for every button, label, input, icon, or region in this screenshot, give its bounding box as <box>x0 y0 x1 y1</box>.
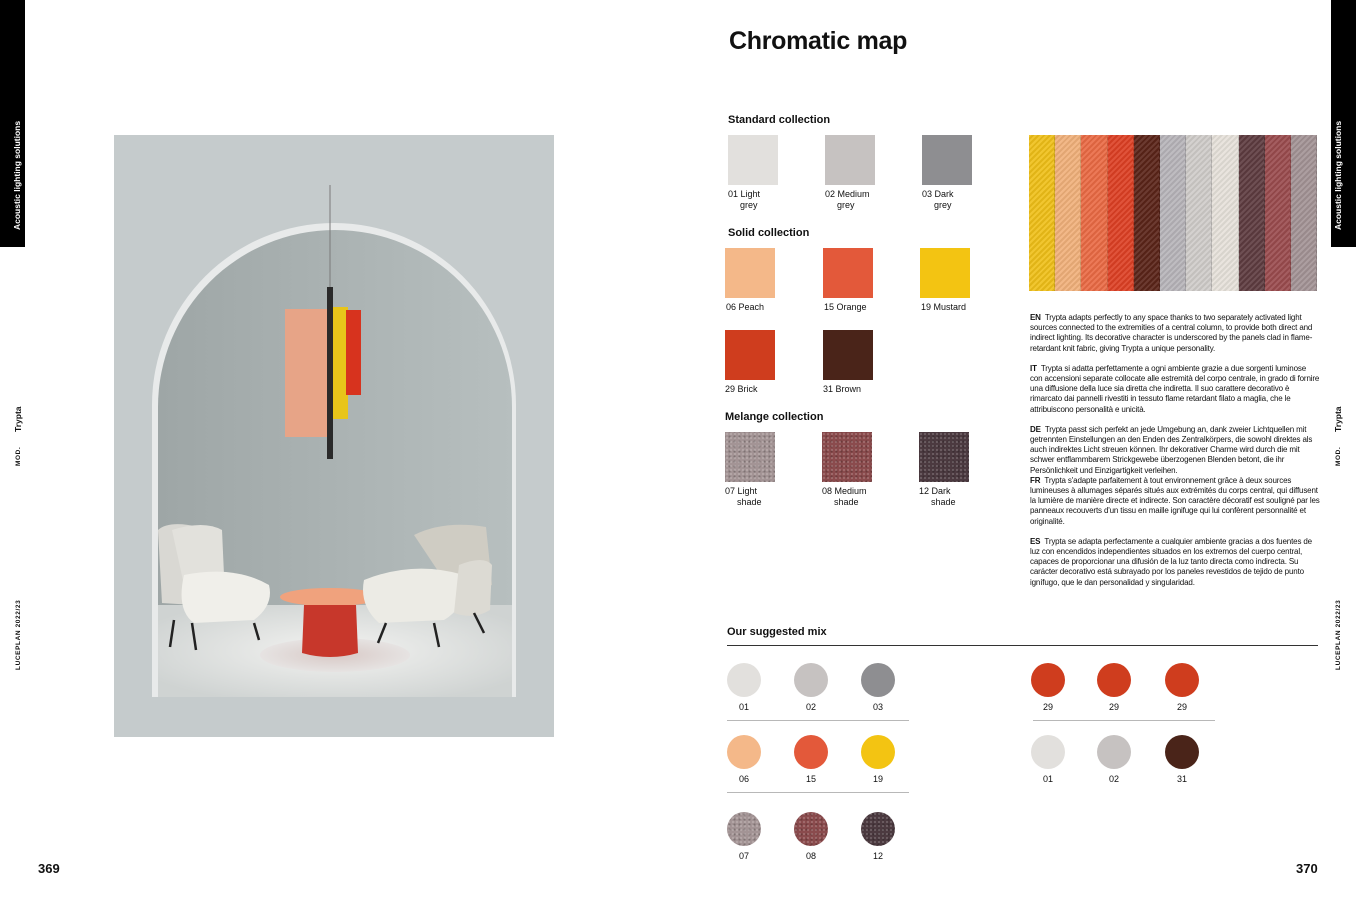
swatch-12-dark-shade <box>919 432 969 482</box>
swatch-label: 19 Mustard <box>921 302 967 312</box>
melange-collection-title: Melange collection <box>725 411 824 423</box>
fabric-strip <box>1055 135 1081 291</box>
product-photo <box>114 135 554 737</box>
swatch-06-peach <box>725 248 775 298</box>
swatch-label: 15 Orange <box>824 302 867 312</box>
description-texts <box>1030 313 1320 598</box>
mix-color-dot <box>727 735 761 769</box>
swatch-19-mustard <box>920 248 970 298</box>
mix-color-label: 15 <box>805 774 816 784</box>
fabric-strip <box>1265 135 1291 291</box>
mix-color-label: 31 <box>1176 774 1187 784</box>
mix-group-divider <box>727 720 909 721</box>
mix-color-dot <box>1165 735 1199 769</box>
mix-color-label: 02 <box>805 702 816 712</box>
mix-color-dot <box>861 735 895 769</box>
fabric-strip <box>1029 135 1055 291</box>
mix-color-label: 12 <box>872 851 883 861</box>
fabric-strip <box>1291 135 1317 291</box>
swatch-label: 03 Dark grey <box>922 189 954 210</box>
mix-color-label: 01 <box>738 702 749 712</box>
standard-collection-title: Standard collection <box>728 114 831 126</box>
mix-group-divider <box>727 792 909 793</box>
fabric-strip <box>1212 135 1238 291</box>
swatch-01-light-grey <box>728 135 778 185</box>
mix-color-dot <box>1165 663 1199 697</box>
mix-color-dot <box>1031 735 1065 769</box>
text-en: EN Trypta adapts perfectly to any space thanks to two separately activated light sources connected to the extremities of a central column, to provide both direct and indirect lighting. Its decorative character is underscored by the panels clad in flame-retardant knit fabric, giving Trypta a unique personality. <box>1030 313 1313 353</box>
solid-collection-title: Solid collection <box>728 227 810 239</box>
right-product-name: Trypta <box>1333 406 1343 432</box>
left-mod-label: MOD. <box>15 446 22 466</box>
fabric-strip <box>1186 135 1212 291</box>
right-mod-label: MOD. <box>1335 446 1342 466</box>
mix-color-label: 08 <box>805 851 816 861</box>
mix-color-dot <box>794 812 828 846</box>
mix-color-dot <box>1031 663 1065 697</box>
swatch-15-orange <box>823 248 873 298</box>
swatch-03-dark-grey <box>922 135 972 185</box>
swatch-label: 31 Brown <box>823 384 862 394</box>
fabric-strip <box>1134 135 1160 291</box>
mix-color-label: 02 <box>1108 774 1119 784</box>
mix-color-dot <box>727 812 761 846</box>
mix-color-dot <box>861 663 895 697</box>
text-it: IT Trypta si adatta perfettamente a ogni ambiente grazie a due sorgenti luminose con accensioni separate collocate alle estremità del corpo centrale, in grado di fornire una diffusione della luce sia diretta che indiretta. Il suo carattere decorativo è rimarcato dai pannelli rivestiti in tessuto flame retardant filato a maglia, che le attribuiscono personalità e unicità. <box>1030 363 1320 414</box>
swatch-29-brick <box>725 330 775 380</box>
suggested-mix-divider <box>727 645 1318 646</box>
mix-color-dot <box>1097 735 1131 769</box>
mix-group-divider <box>1033 720 1215 721</box>
swatch-label: 08 Medium shade <box>822 486 867 507</box>
left-catalog-label: LUCEPLAN 2022/23 <box>15 599 22 670</box>
mix-color-label: 19 <box>872 774 883 784</box>
mix-color-dot <box>727 663 761 697</box>
fabric-samples-photo <box>1029 135 1317 291</box>
left-side-tab-label: Acoustic lighting solutions <box>12 120 22 230</box>
text-de: DE Trypta passt sich perfekt an jede Umgebung an, dank zweier Lichtquellen mit getrennten Einstellungen an den Enden des Zentralkörpers, die sowohl direktes als auch indirektes Licht streuen können. Ihr dekorativer Charme wird durch die mit schwer entflammbarem Strickgewebe überzogenen Blenden betont, die ihr Persönlichkeit und Einzigartigkeit verleihen. <box>1030 424 1313 475</box>
swatch-label: 06 Peach <box>726 302 765 312</box>
fabric-strip <box>1108 135 1134 291</box>
mix-color-label: 01 <box>1042 774 1053 784</box>
swatch-label: 12 Dark shade <box>919 486 956 507</box>
mix-color-dot <box>794 663 828 697</box>
swatch-label: 01 Light grey <box>728 189 761 210</box>
mix-color-dot <box>861 812 895 846</box>
swatch-label: 29 Brick <box>725 384 758 394</box>
mix-color-label: 03 <box>872 702 883 712</box>
mix-color-dot <box>794 735 828 769</box>
right-page-number: 370 <box>1296 861 1318 876</box>
swatch-label: 02 Medium grey <box>825 189 870 210</box>
page-title: Chromatic map <box>729 27 908 55</box>
left-product-name: Trypta <box>13 406 23 432</box>
text-es: ES Trypta se adapta perfectamente a cualquier ambiente gracias a dos fuentes de luz con encendidos independientes situados en los extremos del cuerpo central, capaces de proporcionar una difusión de la luz tanto directa como indirecta. Su carácter decorativo está subrayado por los paneles revestidos de tejido de punto ignífugo, que le dan personalidad y singularidad. <box>1030 536 1312 587</box>
mix-color-dot <box>1097 663 1131 697</box>
swatch-08-medium-shade <box>822 432 872 482</box>
mix-color-label: 29 <box>1042 702 1053 712</box>
swatch-31-brown <box>823 330 873 380</box>
fabric-strip <box>1239 135 1265 291</box>
swatch-07-light-shade <box>725 432 775 482</box>
mix-color-label: 29 <box>1176 702 1187 712</box>
swatch-label: 07 Light shade <box>725 486 762 507</box>
mix-color-label: 06 <box>738 774 749 784</box>
right-catalog-label: LUCEPLAN 2022/23 <box>1335 599 1342 670</box>
text-fr: FR Trypta s'adapte parfaitement à tout environnement grâce à deux sources lumineuses à allumages séparés situés aux extrémités du corps central, qui diffusent la lumière de manière directe et indirecte. Son caractère décoratif est souligné par les panneaux recouverts d'un tissu en maille ignifuge qui lui confèrent personnalité et originalité. <box>1030 475 1320 526</box>
mix-color-label: 07 <box>738 851 749 861</box>
mix-color-label: 29 <box>1108 702 1119 712</box>
left-page-number: 369 <box>38 861 60 876</box>
suggested-mix-title: Our suggested mix <box>727 626 827 638</box>
fabric-strip <box>1160 135 1186 291</box>
fabric-strip <box>1081 135 1107 291</box>
swatch-02-medium-grey <box>825 135 875 185</box>
right-side-tab-label: Acoustic lighting solutions <box>1333 120 1343 230</box>
